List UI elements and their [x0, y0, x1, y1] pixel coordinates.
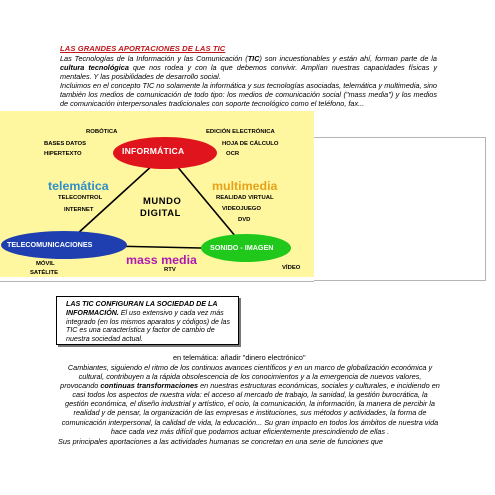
label-robotica: ROBÓTICA [86, 129, 118, 135]
label-telecontrol: TELECONTROL [58, 195, 103, 201]
intro-text-2: Incluimos en el concepto TIC no solamente la informática y sus tecnologías asociadas, telemática y multimedia, sino también los medios de comunicación de todo tipo: los medios de comunicación social ("mass media") y los medios de comunicación interpersonales tradicionales con soporte tecnológico como el teléfono, fax... [60, 81, 437, 109]
node-label-telecomunicaciones: TELECOMUNICACIONES [7, 240, 93, 249]
side-title-telematica: telemática [48, 179, 109, 193]
body-paragraph [60, 363, 440, 436]
label-bases-datos: BASES DATOS [44, 141, 87, 147]
section-heading: LAS GRANDES APORTACIONES DE LAS TIC [60, 44, 226, 53]
label-satelite: SATÉLITE [30, 270, 59, 276]
tic-diagram [0, 111, 314, 277]
node-label-informatica: INFORMÁTICA [122, 146, 185, 156]
label-internet: INTERNET [64, 207, 94, 213]
body-text-1: Cambiantes, siguiendo el ritmo de los continuos avances científicos y en un marco de globalización económica y cultural, contribuyen a la rápida obsolescencia de los conocimientos y a la emergencia de nuevos valores, provocando [60, 363, 433, 391]
label-hoja: HOJA DE CÁLCULO [222, 141, 279, 147]
intro-cultura-bold: cultura tecnológica [60, 63, 129, 73]
side-title-multimedia: multimedia [212, 179, 278, 193]
diagram-frame-right [314, 137, 486, 281]
note-bold: LAS TIC CONFIGURAN LA SOCIEDAD DE LA INFORMACIÓN. [66, 300, 218, 317]
body-text-2: en nuestras estructuras económicas, sociales y culturales, e incidiendo en casi todos los aspectos de nuestra vida: el acceso al mercado de trabajo, la sanidad, la gestión burocrática, la gestión económica, el diseño industrial y artístico, el ocio, la comunicación, la información, la manera de percibir la realidad y de pensar, la organización de las empresas e instituciones, sus métodos y actividades, la forma de comunicación interpersonal, la calidad de vida, la educación... Su gran impacto en todos los ámbitos de nuestra vida hace cada vez más difícil que podamos actuar eficientemente prescindiendo de ellas . [61, 381, 440, 436]
closing-line: Sus principales aportaciones a las actividades humanas se concretan en una serie de funciones que [58, 437, 383, 446]
label-videojuego: VIDEOJUEGO [222, 206, 261, 212]
gloss-note: en telemática: añadir "dinero electrónico" [173, 353, 306, 362]
side-title-mass-media: mass media [126, 253, 197, 267]
label-dvd: DVD [238, 217, 251, 223]
center-digital: DIGITAL [140, 207, 181, 218]
intro-text-b: ) son incuestionables y están ahí, forman parte de la [259, 54, 437, 63]
node-label-sonido: SONIDO - IMAGEN [210, 243, 274, 252]
label-hipertexto: HIPERTEXTO [44, 151, 82, 157]
note-rest: El uso extensivo y cada vez más integrado (en los mismos aparatos y códigos) de las TIC es una característica y factor de cambio de nuestra sociedad actual. [66, 308, 231, 344]
label-movil: MÓVIL [36, 261, 55, 267]
label-rtv: RTV [164, 267, 176, 273]
intro-paragraph [60, 54, 437, 109]
label-ocr: OCR [226, 151, 240, 157]
intro-text-c: que nos rodea y con la que debemos convivir. Amplían nuestras capacidades físicas y mentales. Y las posibilidades de desarrollo social. [60, 63, 437, 82]
body-bold: continuas transformaciones [100, 381, 199, 391]
intro-text-a: Las Tecnologías de la Información y las Comunicación ( [60, 54, 248, 63]
center-mundo: MUNDO [143, 195, 182, 206]
note-box [56, 296, 239, 345]
label-edicion: EDICIÓN ELECTRÓNICA [206, 129, 275, 135]
label-realidad: REALIDAD VIRTUAL [216, 195, 274, 201]
diagram-frame-bottom [0, 281, 314, 282]
intro-tic-bold: TIC [247, 54, 260, 63]
label-video: VÍDEO [282, 265, 301, 271]
